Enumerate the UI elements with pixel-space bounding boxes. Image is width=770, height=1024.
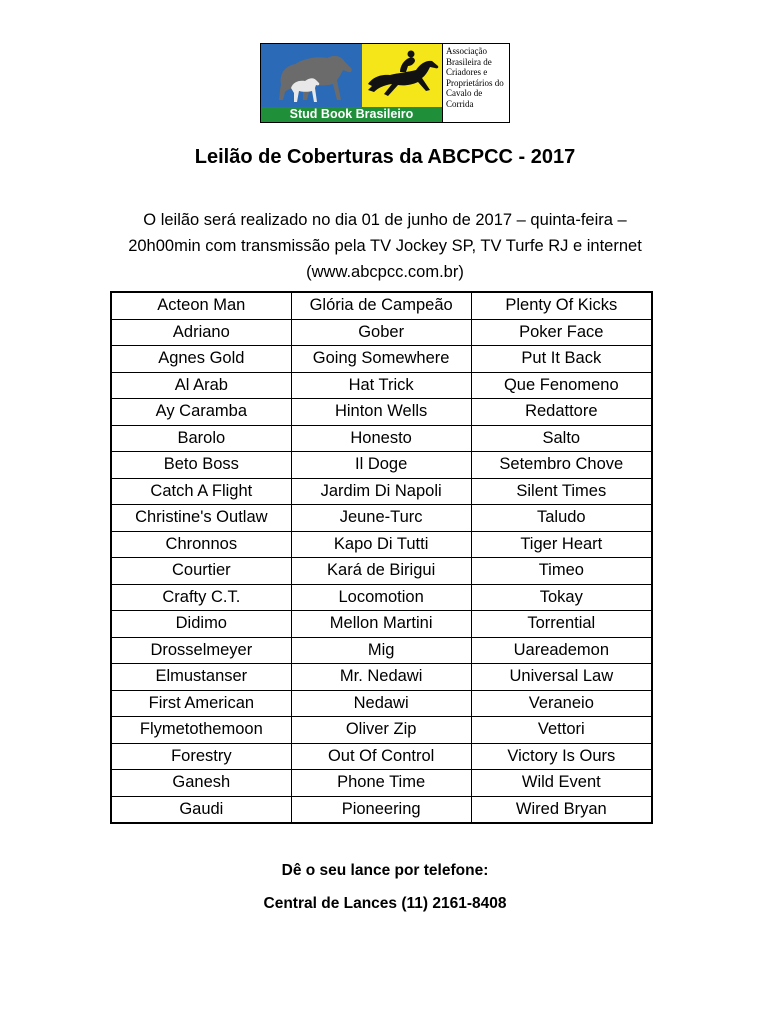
stallion-name-cell: Gober (291, 319, 471, 346)
stallion-name-cell: Il Doge (291, 452, 471, 479)
stud-book-logo-image (261, 44, 442, 122)
stallion-name-cell: Wild Event (471, 770, 652, 797)
table-row (111, 452, 652, 479)
stallion-name-cell: Kará de Birigui (291, 558, 471, 585)
stallion-name-cell: Acteon Man (111, 292, 291, 319)
intro-line: (www.abcpcc.com.br) (306, 263, 464, 281)
stallion-name-cell: Victory Is Ours (471, 743, 652, 770)
stallion-name-cell: Timeo (471, 558, 652, 585)
stallion-name-cell: Poker Face (471, 319, 652, 346)
stallion-name-cell: Put It Back (471, 346, 652, 373)
logo-org-line: Criadores e (446, 67, 488, 77)
table-row (111, 743, 652, 770)
stallion-name-cell: Didimo (111, 611, 291, 638)
stallion-name-cell: Veraneio (471, 690, 652, 717)
table-row (111, 346, 652, 373)
stallion-name-cell: Elmustanser (111, 664, 291, 691)
table-row (111, 478, 652, 505)
stallion-name-cell: Locomotion (291, 584, 471, 611)
stallion-name-cell: Torrential (471, 611, 652, 638)
stallion-name-cell: Courtier (111, 558, 291, 585)
table-row (111, 425, 652, 452)
logo-org-line: Proprietários do (446, 77, 504, 88)
logo-band-text: Stud Book Brasileiro (261, 107, 442, 122)
stallion-name-cell: Redattore (471, 399, 652, 426)
stallion-name-cell: Agnes Gold (111, 346, 291, 373)
stallion-name-cell: Honesto (291, 425, 471, 452)
logo-org-line: Associação (446, 46, 487, 56)
stallion-name-cell: Hat Trick (291, 372, 471, 399)
table-row (111, 531, 652, 558)
logo-org-line: Corrida (446, 98, 474, 109)
racehorse-jockey-icon (362, 44, 442, 107)
stallion-name-cell: Plenty Of Kicks (471, 292, 652, 319)
stallion-name-cell: Vettori (471, 717, 652, 744)
stallion-name-cell: Tokay (471, 584, 652, 611)
stallion-name-cell: Drosselmeyer (111, 637, 291, 664)
stallion-name-cell: Mig (291, 637, 471, 664)
abcpcc-logo (260, 43, 510, 123)
phone-number: Central de Lances (11) 2161-8408 (263, 895, 507, 912)
stallion-name-cell: Hinton Wells (291, 399, 471, 426)
table-row (111, 611, 652, 638)
table-row (111, 717, 652, 744)
intro-line: 20h00min com transmissão pela TV Jockey SP, TV Turfe RJ e internet (128, 237, 642, 255)
table-row (111, 319, 652, 346)
logo-org-line: Brasileira de (446, 56, 492, 67)
table-row (111, 505, 652, 532)
table-row (111, 292, 652, 319)
table-row (111, 558, 652, 585)
stallion-name-cell: Catch A Flight (111, 478, 291, 505)
stallion-name-cell: Tiger Heart (471, 531, 652, 558)
stallion-name-cell: Gaudi (111, 796, 291, 823)
intro-line: O leilão será realizado no dia 01 de junho de 2017 – quinta-feira – (143, 211, 627, 229)
stallion-name-cell: Mellon Martini (291, 611, 471, 638)
stallion-name-cell: Kapo Di Tutti (291, 531, 471, 558)
stallion-name-cell: Silent Times (471, 478, 652, 505)
stallion-name-cell: Flymetothemoon (111, 717, 291, 744)
stallion-name-cell: Al Arab (111, 372, 291, 399)
stallion-name-cell: Pioneering (291, 796, 471, 823)
phone-label: Dê o seu lance por telefone: (281, 862, 489, 879)
stallion-name-cell: Phone Time (291, 770, 471, 797)
table-row (111, 637, 652, 664)
table-row (111, 690, 652, 717)
stallion-name-cell: Salto (471, 425, 652, 452)
table-row (111, 372, 652, 399)
stallion-name-cell: Ganesh (111, 770, 291, 797)
stallion-name-cell: Oliver Zip (291, 717, 471, 744)
stallion-name-cell: Beto Boss (111, 452, 291, 479)
logo-org-line: Cavalo de (446, 88, 483, 98)
stallion-name-cell: Chronnos (111, 531, 291, 558)
stallion-name-cell: Glória de Campeão (291, 292, 471, 319)
stallion-name-cell: Jeune-Turc (291, 505, 471, 532)
logo-org-name (442, 44, 509, 122)
stallion-name-cell: First American (111, 690, 291, 717)
page-title: Leilão de Coberturas da ABCPCC - 2017 (194, 146, 576, 168)
stallion-name-cell: Jardim Di Napoli (291, 478, 471, 505)
table-row (111, 399, 652, 426)
stallion-name-cell: Forestry (111, 743, 291, 770)
stallion-name-cell: Taludo (471, 505, 652, 532)
stallion-name-cell: Barolo (111, 425, 291, 452)
stallion-name-cell: Ay Caramba (111, 399, 291, 426)
mare-and-foal-icon (261, 44, 362, 107)
stallion-name-cell: Universal Law (471, 664, 652, 691)
stallion-name-cell: Mr. Nedawi (291, 664, 471, 691)
stallion-name-cell: Que Fenomeno (471, 372, 652, 399)
table-row (111, 796, 652, 823)
table-row (111, 664, 652, 691)
stallion-name-cell: Out Of Control (291, 743, 471, 770)
stallion-table (110, 291, 653, 824)
stallion-name-cell: Crafty C.T. (111, 584, 291, 611)
stallion-name-cell: Uareademon (471, 637, 652, 664)
stallion-name-cell: Adriano (111, 319, 291, 346)
stallion-name-cell: Setembro Chove (471, 452, 652, 479)
auction-intro (100, 207, 670, 285)
stallion-name-cell: Wired Bryan (471, 796, 652, 823)
stallion-name-cell: Christine's Outlaw (111, 505, 291, 532)
table-row (111, 584, 652, 611)
table-row (111, 770, 652, 797)
stallion-name-cell: Going Somewhere (291, 346, 471, 373)
stallion-name-cell: Nedawi (291, 690, 471, 717)
